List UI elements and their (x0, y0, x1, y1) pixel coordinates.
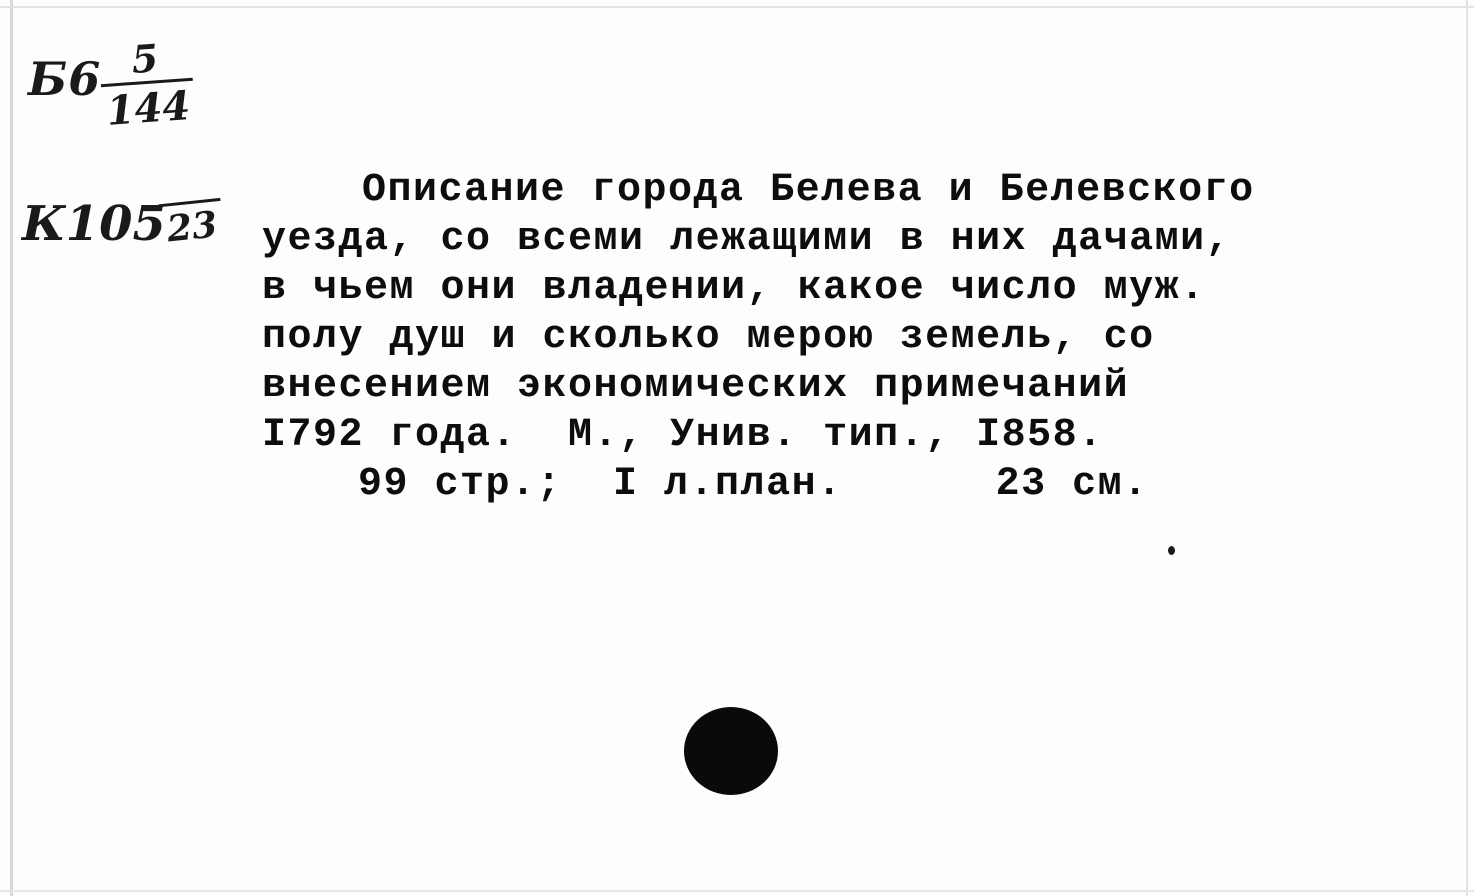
record-line-imprint: I792 года. М., Унив. тип., I858. (262, 413, 1104, 458)
record-line-title: Описание города Белева и Белевского (362, 168, 1255, 213)
shelfmark-bottom-prefix: К105 (22, 196, 166, 252)
record-line-5: внесением экономических примечаний (262, 364, 1130, 409)
shelfmark-top-prefix: Б6 (28, 52, 102, 106)
card-edge-right (1466, 0, 1468, 896)
record-line-2: уезда, со всеми лежащими в них дачами, (262, 217, 1232, 262)
card-edge-top (0, 6, 1474, 8)
record-line-3: в чьем они владении, какое число муж. (262, 266, 1206, 311)
card-edge-bottom (0, 890, 1474, 892)
bibliographic-record (262, 166, 1452, 509)
shelfmark-bottom-fraction (157, 185, 225, 251)
ink-speck (1168, 546, 1175, 555)
shelfmark-top (28, 35, 193, 135)
shelfmark-bottom-denominator: 23 (164, 203, 220, 251)
record-line-4: полу душ и сколько мерою земель, со (262, 315, 1155, 360)
shelfmark-top-fraction (98, 35, 195, 135)
shelfmark-top-denominator: 144 (105, 82, 193, 135)
shelfmark-bottom (22, 188, 222, 252)
record-line-collation: 99 стр.; I л.план. 23 см. (358, 462, 1149, 507)
shelfmark-top-numerator: 5 (130, 35, 161, 82)
ink-dot (684, 707, 778, 795)
card-edge-left (10, 0, 13, 896)
